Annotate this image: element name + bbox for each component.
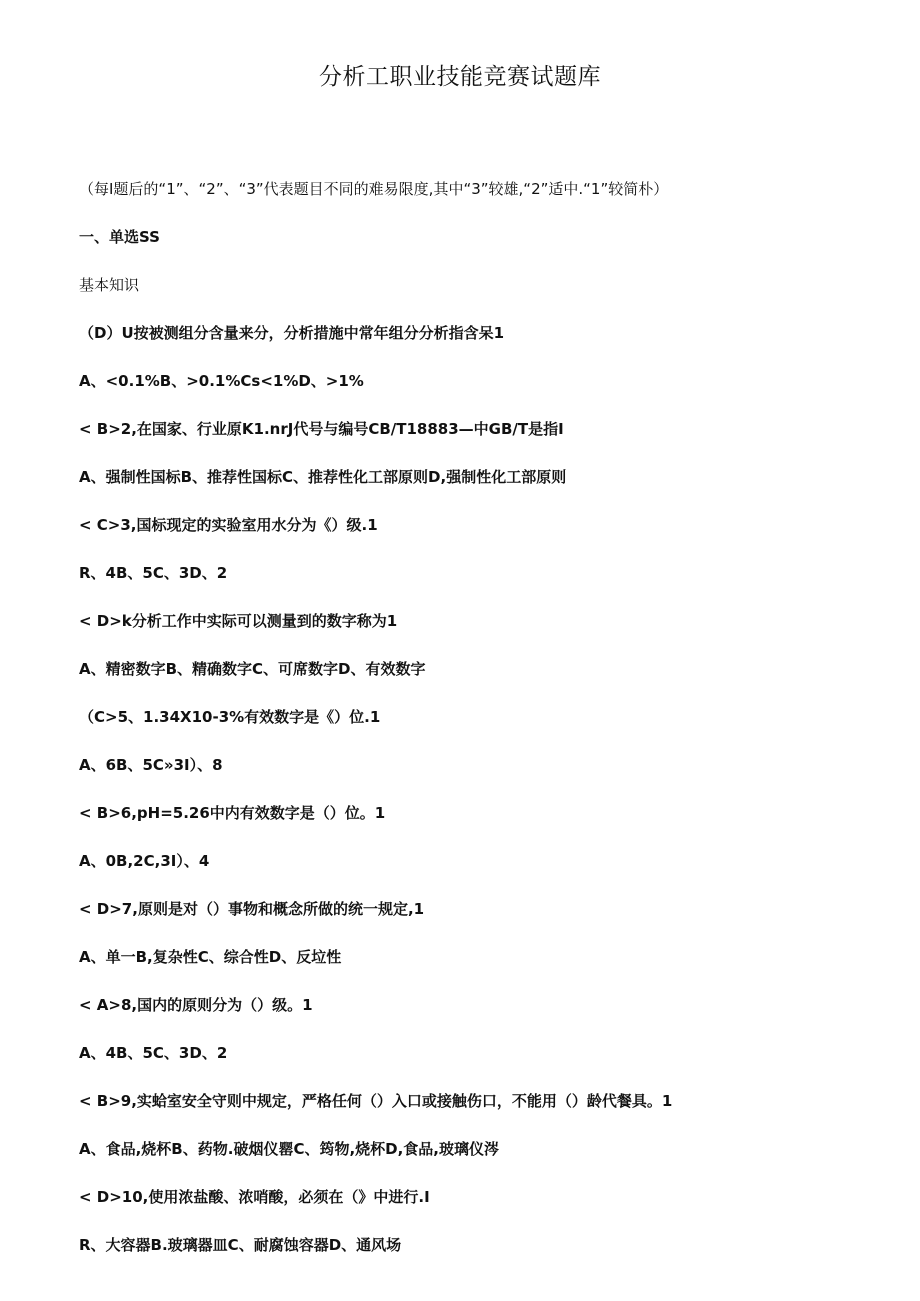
options-5: A、6B、5C»3I）、8 [79, 756, 223, 774]
options-2: A、强制性国标B、推荐性国标C、推荐性化工部原则D,强制性化工部原则 [79, 468, 567, 486]
options-9: A、食品,烧杯B、药物.破烟仪罂C、筠物,烧杯D,食品,玻璃仪涔 [79, 1140, 499, 1158]
question-7: < D>7,原则是对（）事物和概念所做的统一规定,1 [79, 900, 425, 918]
question-1: （D）U按被测组分含量来分，分析措施中常年组分分析指含呆1 [79, 324, 505, 342]
question-3: < C>3,国标现定的实验室用水分为《）级.1 [79, 516, 378, 534]
section-heading: 一、单选SS [79, 228, 160, 246]
question-10: < D>10,使用浓盐酸、浓哨酸，必须在（》中进行.I [79, 1188, 430, 1206]
difficulty-note: （每I题后的“1”、“2”、“3”代表题目不同的难易限度,其中“3”较雄,“2”适中.“1”较简朴） [79, 180, 669, 198]
options-8: A、4B、5C、3D、2 [79, 1044, 228, 1062]
options-10: R、大容器B.玻璃器皿C、耐腐蚀容器D、通风场 [79, 1236, 402, 1254]
options-3: R、4B、5C、3D、2 [79, 564, 228, 582]
question-6: < B>6,pH=5.26中内有效数字是（）位。1 [79, 804, 386, 822]
document-title: 分析工职业技能竞赛试题库 [319, 64, 601, 90]
question-4: < D>k分析工作中实际可以测量到的数字称为1 [79, 612, 398, 630]
question-8: < A>8,国内的原则分为（）级。1 [79, 996, 313, 1014]
options-4: A、精密数字B、精确数字C、可席数字D、有效数字 [79, 660, 426, 678]
options-7: A、单一B,复杂性C、综合性D、反垃性 [79, 948, 342, 966]
subsection-heading: 基本知识 [79, 276, 140, 294]
question-5: （C>5、1.34X10-3%有效数字是《）位.1 [79, 708, 381, 726]
options-1: A、<0.1%B、>0.1%Cs<1%D、>1% [79, 372, 364, 390]
options-6: A、0B,2C,3I）、4 [79, 852, 210, 870]
question-9: < B>9,实蛤室安全守则中规定，严格任何（）入口或接触伤口，不能用（）龄代餐具。1 [79, 1092, 673, 1110]
question-2: < B>2,在国家、行业原K1.nrJ代号与编号CB/T18883—中GB/T是指I [79, 420, 564, 438]
